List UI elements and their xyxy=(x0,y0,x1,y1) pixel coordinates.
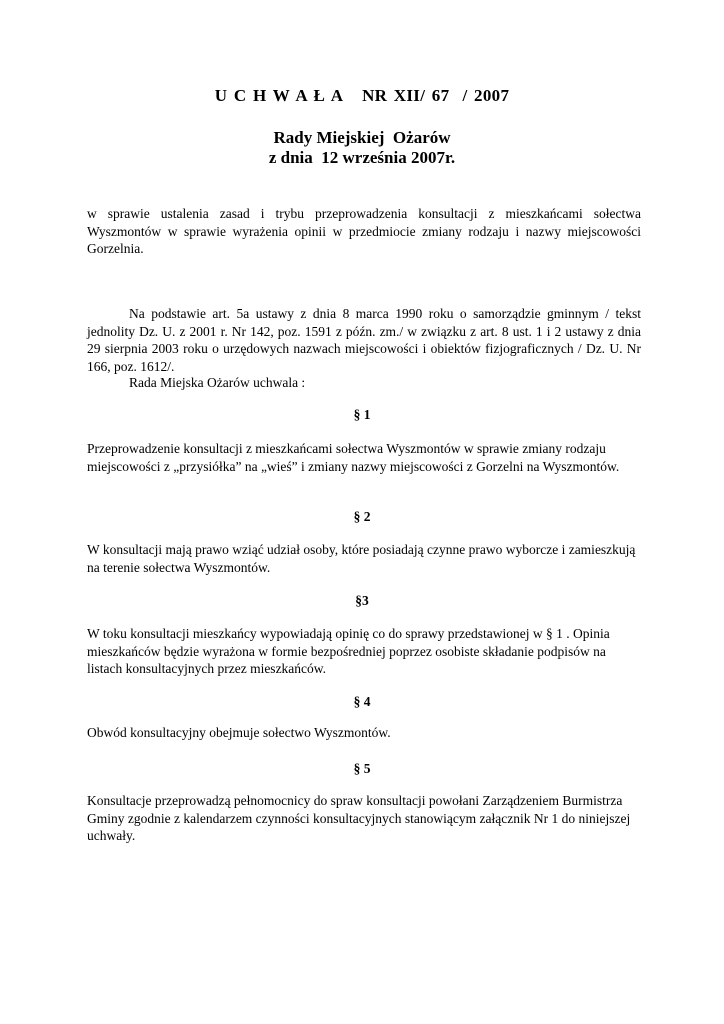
section-heading-4: § 4 xyxy=(353,694,371,709)
section-heading-3: §3 xyxy=(355,593,369,608)
resolution-date: z dnia 12 września 2007r. xyxy=(268,148,456,167)
legal-basis-paragraph: Na podstawie art. 5a ustawy z dnia 8 marca 1990 roku o samorządzie gminnym / tekst jednolity Dz. U. z 2001 r. Nr 142, poz. 1591 z późn. zm./ w związku z art. 8 ust. 1 i 2 ustawy z dnia 29 sierpnia 2003 roku o urzędowych nazwach miejscowości i obiektów fizjograficznych / Dz. U. Nr 166, poz. 1612/. xyxy=(87,306,641,374)
section-text-4: Obwód konsultacyjny obejmuje sołectwo Wyszmontów. xyxy=(87,725,391,740)
section-text-2: W konsultacji mają prawo wziąć udział osoby, które posiadają czynne prawo wyborcze i zamieszkują na terenie sołectwa Wyszmontów. xyxy=(87,542,636,575)
resolves-line: Rada Miejska Ożarów uchwala : xyxy=(129,375,306,390)
section-heading-2: § 2 xyxy=(353,509,371,524)
council-name: Rady Miejskiej Ożarów xyxy=(273,128,451,147)
section-heading-5: § 5 xyxy=(353,761,371,776)
section-text-1: Przeprowadzenie konsultacji z mieszkańcami sołectwa Wyszmontów w sprawie zmiany rodzaju miejscowości z „przysiółka” na „wieś” i zmiany nazwy miejscowości z Gorzelni na Wyszmontów. xyxy=(87,441,620,474)
section-text-5: Konsultacje przeprowadzą pełnomocnicy do spraw konsultacji powołani Zarządzeniem Burmistrza Gminy zgodnie z kalendarzem czynności konsultacyjnych stanowiącym załącznik Nr 1 do niniejszej uchwały. xyxy=(87,793,631,843)
resolution-subject: w sprawie ustalenia zasad i trybu przeprowadzenia konsultacji z mieszkańcami sołectwa Wyszmontów w sprawie wyrażenia opinii w przedmiocie zmiany rodzaju i nazwy miejscowości Gorzelnia. xyxy=(87,206,641,256)
section-heading-1: § 1 xyxy=(353,407,371,422)
resolution-title: U C H W A Ł A NR XII/ 67 / 2007 xyxy=(214,86,510,105)
section-text-3: W toku konsultacji mieszkańcy wypowiadają opinię co do sprawy przedstawionej w § 1 . Opinia mieszkańców będzie wyrażona w formie bezpośredniej poprzez osobiste składanie podpisów na listach konsultacyjnych przez mieszkańców. xyxy=(87,626,610,676)
